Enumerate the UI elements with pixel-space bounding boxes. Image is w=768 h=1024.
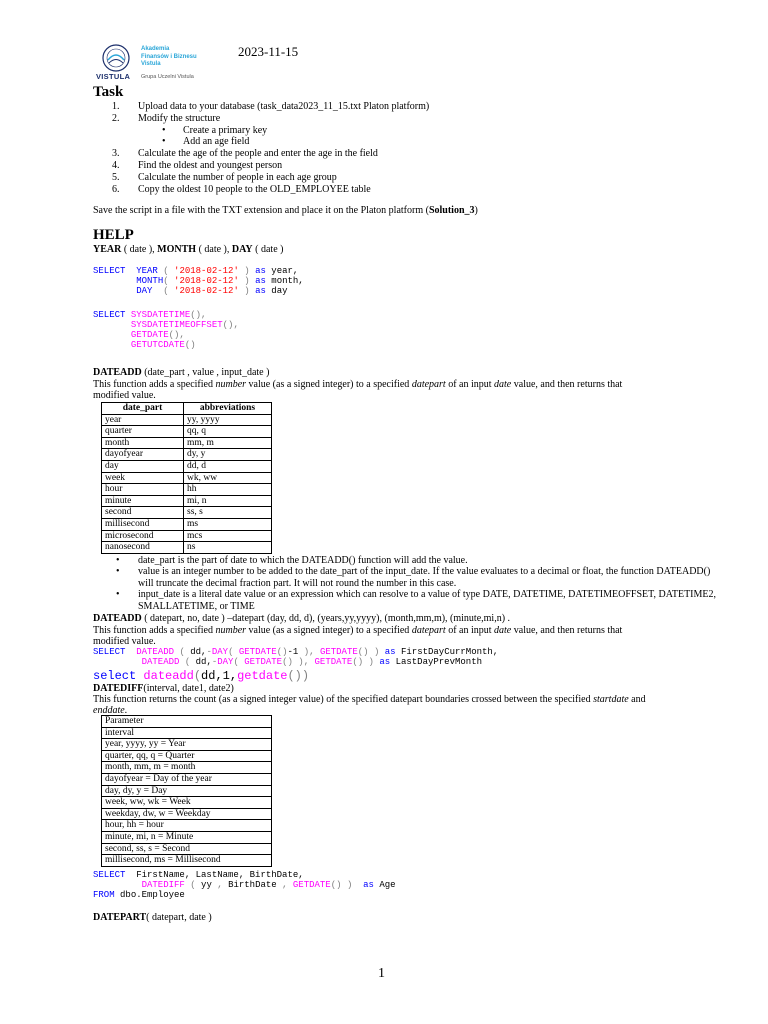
code-year-month-day: SELECT YEAR ( '2018-02-12' ) as year, MONTH( '2018-02-12' ) as month, DAY ( '2018-02-12' ) as day xyxy=(93,266,304,296)
logo-wordmark: VISTULA xyxy=(96,72,131,81)
table-row: day, dy, y = Day xyxy=(102,785,272,797)
page-number: 1 xyxy=(378,966,385,981)
dateadd-bullets xyxy=(93,555,718,612)
table-header-cell: abbreviations xyxy=(184,403,272,415)
table-row: dayofyear = Day of the year xyxy=(102,773,272,785)
help-heading: HELP xyxy=(93,227,134,243)
logo-group: Grupa Uczelni Vistula xyxy=(141,74,194,80)
datediff-interval-table xyxy=(101,715,272,867)
table-row: microsecond mcs xyxy=(102,530,272,542)
list-item: 4. Find the oldest and youngest person xyxy=(112,159,283,171)
seal-icon xyxy=(98,44,134,72)
dateadd-alt-description: This function adds a specified number value (as a signed integer) to a specified datepart of an input date value, and then returns that modified value. xyxy=(93,625,623,648)
code-first-last-day: SELECT DATEADD ( dd,-DAY( GETDATE()-1 ), GETDATE() ) as FirstDayCurrMonth, DATEADD ( dd,-DAY( GETDATE() ), GETDATE() ) as LastDayPrevMonth xyxy=(93,647,499,667)
table-row: year, yyyy, yy = Year xyxy=(102,739,272,751)
date-part-table xyxy=(101,402,272,554)
table-row: month mm, m xyxy=(102,437,272,449)
year-month-day-signature: YEAR ( date ), MONTH ( date ), DAY ( date ) xyxy=(93,244,284,255)
code-datediff-age: SELECT FirstName, LastName, BirthDate, DATEDIFF ( yy , BirthDate , GETDATE() ) as Age FROM dbo.Employee xyxy=(93,870,396,900)
logo-org-name: Akademia Finansów i Biznesu Vistula xyxy=(141,46,197,67)
vistula-logo xyxy=(96,44,246,82)
table-row: minute, mi, n = Minute xyxy=(102,831,272,843)
table-header-cell: date_part xyxy=(102,403,184,415)
table-row: hour, hh = hour xyxy=(102,820,272,832)
list-item: 3. Calculate the age of the people and enter the age in the field xyxy=(112,148,378,160)
task-heading: Task xyxy=(93,84,124,100)
dateadd-alt-signature: DATEADD ( datepart, no, date ) –datepart (day, dd, d), (years,yy,yyyy), (month,mm,m), (minute,mi,n) . xyxy=(93,613,511,624)
table-row: quarter qq, q xyxy=(102,426,272,438)
table-row: minute mi, n xyxy=(102,495,272,507)
list-item: • Create a primary key xyxy=(183,125,738,137)
table-row: hour hh xyxy=(102,484,272,496)
table-row: nanosecond ns xyxy=(102,542,272,554)
dateadd-signature: DATEADD (date_part , value , input_date ) xyxy=(93,367,270,378)
table-row: year yy, yyyy xyxy=(102,414,272,426)
document-date: 2023-11-15 xyxy=(238,44,299,59)
table-row: millisecond, ms = Millisecond xyxy=(102,855,272,867)
list-item: 6. Copy the oldest 10 people to the OLD_EMPLOYEE table xyxy=(112,183,371,195)
list-item: • value is an integer number to be added to the date_part of the input_date. If the value evaluates to a decimal or float, the function DATEADD() will truncate the decimal fraction part. It will not round the number in this case. xyxy=(138,566,718,589)
table-row: week, ww, wk = Week xyxy=(102,797,272,809)
table-row: second, ss, s = Second xyxy=(102,843,272,855)
save-instruction: Save the script in a file with the TXT extension and place it on the Platon platform (Solution_3) xyxy=(93,205,478,216)
code-sysdatetime: SELECT SYSDATETIME(), SYSDATETIMEOFFSET(), GETDATE(), GETUTCDATE() xyxy=(93,310,239,350)
list-item: • date_part is the part of date to which the DATEADD() function will add the value. xyxy=(138,555,718,566)
table-row: day dd, d xyxy=(102,460,272,472)
table-row: interval xyxy=(102,727,272,739)
table-row: weekday, dw, w = Weekday xyxy=(102,808,272,820)
datediff-description: This function returns the count (as a signed integer value) of the specified datepart boundaries crossed between the specified startdate and enddate. xyxy=(93,694,646,717)
list-item: • input_date is a literal date value or an expression which can resolve to a value of type DATE, DATETIME, DATETIMEOFFSET, DATETIME2, SMALLATETIME, or TIME xyxy=(138,589,718,612)
datediff-signature: DATEDIFF(interval, date1, date2) xyxy=(93,683,234,694)
list-item: 1. Upload data to your database (task_data2023_11_15.txt Platon platform) xyxy=(112,101,430,112)
table-row: second ss, s xyxy=(102,507,272,519)
task-list xyxy=(93,101,738,195)
list-item: • Add an age field xyxy=(183,136,738,148)
table-row: quarter, qq, q = Quarter xyxy=(102,750,272,762)
sub-list xyxy=(138,125,738,149)
table-row: Parameter xyxy=(102,716,272,728)
list-item: 2. Modify the structure • Create a primary key • Add an age field xyxy=(138,113,738,148)
table-row: month, mm, m = month xyxy=(102,762,272,774)
table-row: week wk, ww xyxy=(102,472,272,484)
table-row: dayofyear dy, y xyxy=(102,449,272,461)
dateadd-description: This function adds a specified number value (as a signed integer) to a specified datepart of an input date value, and then returns that modified value. xyxy=(93,379,623,402)
table-row: millisecond ms xyxy=(102,518,272,530)
code-dateadd-example: select dateadd(dd,1,getdate()) xyxy=(93,669,310,683)
table-header-row xyxy=(102,403,272,415)
list-item: 5. Calculate the number of people in each age group xyxy=(112,171,337,183)
datepart-signature: DATEPART( datepart, date ) xyxy=(93,912,212,923)
